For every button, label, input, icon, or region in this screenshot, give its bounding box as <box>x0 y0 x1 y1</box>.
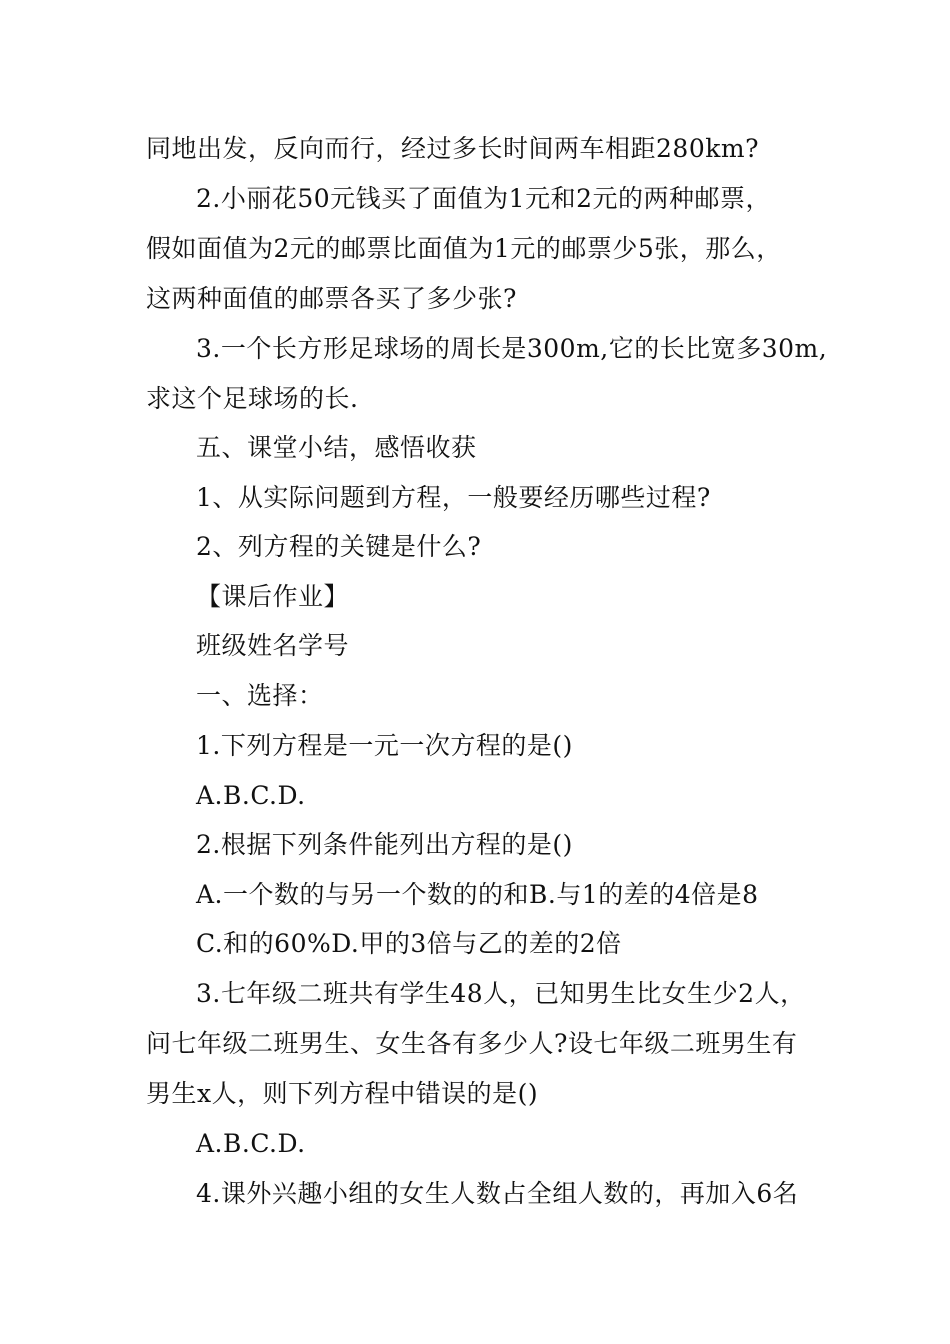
text-line: 这两种面值的邮票各买了多少张? <box>146 284 517 313</box>
text-line: 1、从实际问题到方程，一般要经历哪些过程? <box>196 483 711 512</box>
answer-options: C.和的60%D.甲的3倍与乙的差的2倍 <box>196 929 622 958</box>
text-line: 2.小丽花50元钱买了面值为1元和2元的两种邮票， <box>196 184 771 213</box>
question-line: 4.课外兴趣小组的女生人数占全组人数的，再加入6名 <box>196 1179 799 1208</box>
text-line: 2、列方程的关键是什么? <box>196 532 482 561</box>
text-line: 假如面值为2元的邮票比面值为1元的邮票少5张，那么， <box>146 234 782 263</box>
question-line: 2.根据下列条件能列出方程的是() <box>196 830 573 859</box>
question-line: 1.下列方程是一元一次方程的是() <box>196 731 573 760</box>
question-line: 问七年级二班男生、女生各有多少人?设七年级二班男生有 <box>146 1029 798 1058</box>
answer-options: A.一个数的与另一个数的的和B.与1的差的4倍是8 <box>196 880 759 909</box>
section-heading: 【课后作业】 <box>196 582 350 611</box>
text-line: 3.一个长方形足球场的周长是300m,它的长比宽多30m, <box>196 334 828 363</box>
text-line: 同地出发，反向而行，经过多长时间两车相距280km? <box>146 134 759 163</box>
section-heading: 一、选择： <box>196 681 324 710</box>
section-heading: 五、课堂小结，感悟收获 <box>196 433 477 462</box>
text-line: 求这个足球场的长. <box>146 384 359 413</box>
question-line: 男生x人，则下列方程中错误的是() <box>146 1079 539 1108</box>
answer-options: A.B.C.D. <box>196 781 306 810</box>
answer-options: A.B.C.D. <box>196 1129 306 1158</box>
question-line: 3.七年级二班共有学生48人，已知男生比女生少2人， <box>196 979 806 1008</box>
text-line: 班级姓名学号 <box>196 631 350 660</box>
